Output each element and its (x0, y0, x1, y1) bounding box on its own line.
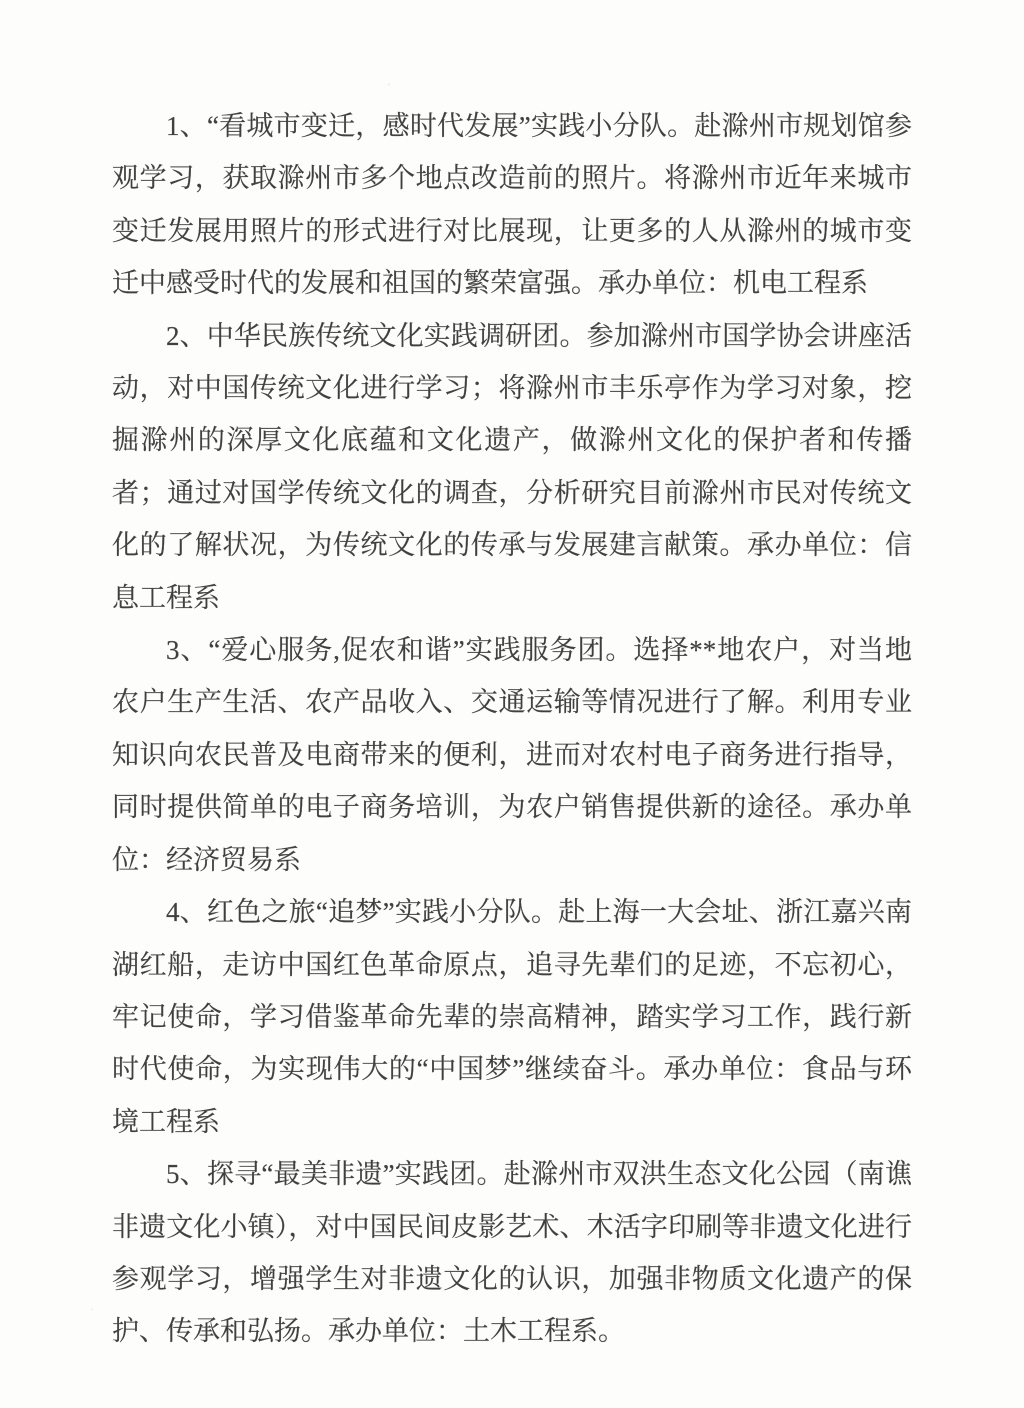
paragraph-team-1: 1、“看城市变迁，感时代发展”实践小分队。赴滁州市规划馆参观学习，获取滁州市多个地点改造前的照片。将滁州市近年来城市变迁发展用照片的形式进行对比展现，让更多的人从滁州的城市变迁中感受时代的发展和祖国的繁荣富强。承办单位：机电工程系 (112, 111, 912, 299)
paragraph-team-2: 2、中华民族传统文化实践调研团。参加滁州市国学协会讲座活动，对中国传统文化进行学习；将滁州市丰乐亭作为学习对象，挖掘滁州的深厚文化底蕴和文化遗产，做滁州文化的保护者和传播者；通过对国学传统文化的调查，分析研究目前滁州市民对传统文化的了解状况，为传统文化的传承与发展建言献策。承办单位：信息工程系 (112, 320, 912, 613)
paragraph-team-4: 4、红色之旅“追梦”实践小分队。赴上海一大会址、浙江嘉兴南湖红船，走访中国红色革命原点，追寻先辈们的足迹，不忘初心，牢记使命，学习借鉴革命先辈的崇高精神，踏实学习工作，践行新时代使命，为实现伟大的“中国梦”继续奋斗。承办单位：食品与环境工程系 (112, 897, 912, 1137)
paragraph-team-5: 5、探寻“最美非遗”实践团。赴滁州市双洪生态文化公园（南谯非遗文化小镇），对中国民间皮影艺术、木活字印刷等非遗文化进行参观学习，增强学生对非遗文化的认识，加强非物质文化遗产的保护、传承和弘扬。承办单位：土木工程系。 (112, 1159, 912, 1347)
document-body (112, 100, 912, 1358)
paragraph-team-3: 3、“爱心服务,促农和谐”实践服务团。选择**地农户，对当地农户生产生活、农产品收入、交通运输等情况进行了解。利用专业知识向农民普及电商带来的便利，进而对农村电子商务进行指导，同时提供简单的电子商务培训，为农户销售提供新的途径。承办单位：经济贸易系 (112, 635, 912, 875)
